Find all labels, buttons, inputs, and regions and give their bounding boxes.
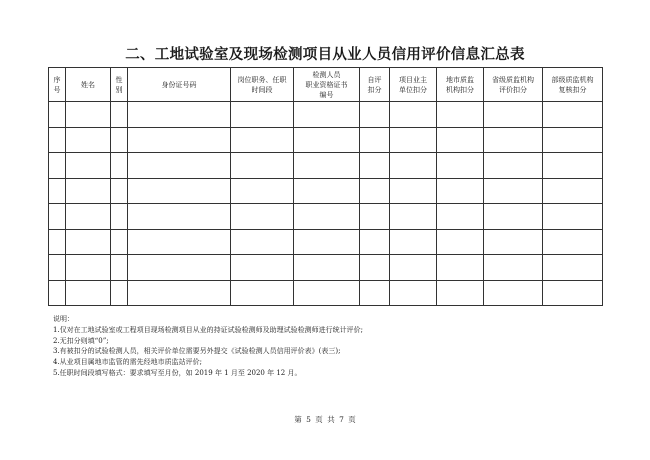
table-cell[interactable] [484, 280, 543, 306]
table-cell[interactable] [390, 153, 437, 179]
table-cell[interactable] [543, 255, 603, 281]
table-cell[interactable] [128, 178, 231, 204]
document-title: 二、工地试验室及现场检测项目从业人员信用评价信息汇总表 [125, 47, 525, 63]
table-cell[interactable] [128, 229, 231, 255]
table-cell[interactable] [128, 127, 231, 153]
page-footer: 第 5 页 共 7 页 [294, 415, 356, 424]
table-cell[interactable] [231, 255, 294, 281]
table-cell[interactable] [437, 127, 484, 153]
table-cell[interactable] [231, 102, 294, 128]
table-row [49, 255, 603, 281]
header-gender: 性 别 [111, 68, 128, 102]
header-id-number: 身份证号码 [128, 68, 231, 102]
table-cell[interactable] [484, 102, 543, 128]
table-cell[interactable] [484, 178, 543, 204]
header-position-period: 岗位职务、任职 时间段 [231, 68, 294, 102]
table-cell[interactable] [360, 127, 390, 153]
table-cell[interactable] [111, 280, 128, 306]
table-cell[interactable] [294, 255, 360, 281]
table-cell[interactable] [390, 178, 437, 204]
table-cell[interactable] [49, 102, 66, 128]
table-cell[interactable] [543, 280, 603, 306]
table-cell[interactable] [484, 229, 543, 255]
table-cell[interactable] [49, 127, 66, 153]
table-cell[interactable] [294, 153, 360, 179]
table-cell[interactable] [390, 204, 437, 230]
table-cell[interactable] [294, 102, 360, 128]
table-cell[interactable] [111, 178, 128, 204]
table-cell[interactable] [360, 204, 390, 230]
table-row [49, 178, 603, 204]
table-cell[interactable] [49, 178, 66, 204]
table-cell[interactable] [543, 153, 603, 179]
table-cell[interactable] [231, 127, 294, 153]
table-cell[interactable] [543, 102, 603, 128]
table-cell[interactable] [437, 153, 484, 179]
table-cell[interactable] [111, 255, 128, 281]
table-row [49, 153, 603, 179]
table-row [49, 229, 603, 255]
table-cell[interactable] [543, 178, 603, 204]
table-cell[interactable] [66, 204, 111, 230]
table-cell[interactable] [484, 255, 543, 281]
table-cell[interactable] [128, 255, 231, 281]
table-cell[interactable] [66, 229, 111, 255]
table-cell[interactable] [294, 280, 360, 306]
table-cell[interactable] [437, 280, 484, 306]
table-cell[interactable] [390, 229, 437, 255]
header-certificate-number: 检测人员 职业资格证书 编号 [294, 68, 360, 102]
table-cell[interactable] [111, 127, 128, 153]
table-cell[interactable] [484, 204, 543, 230]
table-cell[interactable] [66, 255, 111, 281]
table-cell[interactable] [360, 153, 390, 179]
table-cell[interactable] [437, 178, 484, 204]
table-cell[interactable] [231, 178, 294, 204]
header-provincial-supervision: 省级质监机构 评价扣分 [484, 68, 543, 102]
table-cell[interactable] [128, 280, 231, 306]
table-cell[interactable] [543, 204, 603, 230]
table-cell[interactable] [111, 229, 128, 255]
table-cell[interactable] [231, 153, 294, 179]
header-serial-number: 序 号 [49, 68, 66, 102]
note-item: 1.仅对在工地试验室或工程项目现场检测项目从业的持证试验检测师及助理试验检测师进行统计评价; [53, 325, 364, 334]
table-cell[interactable] [231, 280, 294, 306]
table-cell[interactable] [128, 153, 231, 179]
table-cell[interactable] [360, 102, 390, 128]
table-cell[interactable] [49, 153, 66, 179]
notes-heading: 说明： [53, 315, 74, 323]
table-cell[interactable] [49, 255, 66, 281]
table-cell[interactable] [543, 127, 603, 153]
header-owner-deduction: 项目业主 单位扣分 [390, 68, 437, 102]
table-cell[interactable] [66, 280, 111, 306]
table-cell[interactable] [294, 204, 360, 230]
evaluation-summary-table [48, 67, 603, 306]
table-cell[interactable] [437, 204, 484, 230]
table-cell[interactable] [437, 229, 484, 255]
note-item: 3.有被扣分的试验检测人员，相关评价单位需要另外提交《试验检测人员信用评价表》(表三); [53, 347, 341, 356]
table-cell[interactable] [111, 153, 128, 179]
table-cell[interactable] [437, 102, 484, 128]
table-cell[interactable] [390, 127, 437, 153]
table-header-row [49, 68, 603, 102]
table-row [49, 102, 603, 128]
table-row [49, 127, 603, 153]
table-cell[interactable] [390, 280, 437, 306]
table-row [49, 280, 603, 306]
table-cell[interactable] [543, 229, 603, 255]
notes-section [53, 314, 363, 379]
table-cell[interactable] [231, 229, 294, 255]
table-cell[interactable] [294, 127, 360, 153]
header-city-supervision: 地市质监 机构扣分 [437, 68, 484, 102]
table-cell[interactable] [49, 229, 66, 255]
note-item: 5.任职时间段填写格式：要求填写至月份，如 2019 年 1 月至 2020 年 12 月。 [53, 368, 302, 377]
header-name: 姓名 [66, 68, 111, 102]
note-item: 4.从业项目属地市监管的需先经地市质监站评价; [53, 358, 203, 367]
table-cell[interactable] [390, 102, 437, 128]
table-cell[interactable] [66, 127, 111, 153]
table-cell[interactable] [360, 178, 390, 204]
table-cell[interactable] [111, 102, 128, 128]
table-cell[interactable] [437, 255, 484, 281]
table-cell[interactable] [128, 102, 231, 128]
table-cell[interactable] [49, 204, 66, 230]
table-cell[interactable] [231, 204, 294, 230]
header-self-evaluation: 自评 扣分 [360, 68, 390, 102]
table-cell[interactable] [294, 178, 360, 204]
table-row [49, 204, 603, 230]
table-cell[interactable] [360, 280, 390, 306]
header-ministry-review: 部级质监机构 复核扣分 [543, 68, 603, 102]
table-cell[interactable] [66, 153, 111, 179]
table-cell[interactable] [111, 204, 128, 230]
table-cell[interactable] [484, 127, 543, 153]
table-cell[interactable] [360, 229, 390, 255]
table-cell[interactable] [390, 255, 437, 281]
table-cell[interactable] [66, 102, 111, 128]
table-cell[interactable] [49, 280, 66, 306]
table-cell[interactable] [360, 255, 390, 281]
note-item: 2.无扣分则填“0”; [53, 336, 109, 345]
table-cell[interactable] [128, 204, 231, 230]
table-cell[interactable] [66, 178, 111, 204]
table-cell[interactable] [294, 229, 360, 255]
table-cell[interactable] [484, 153, 543, 179]
